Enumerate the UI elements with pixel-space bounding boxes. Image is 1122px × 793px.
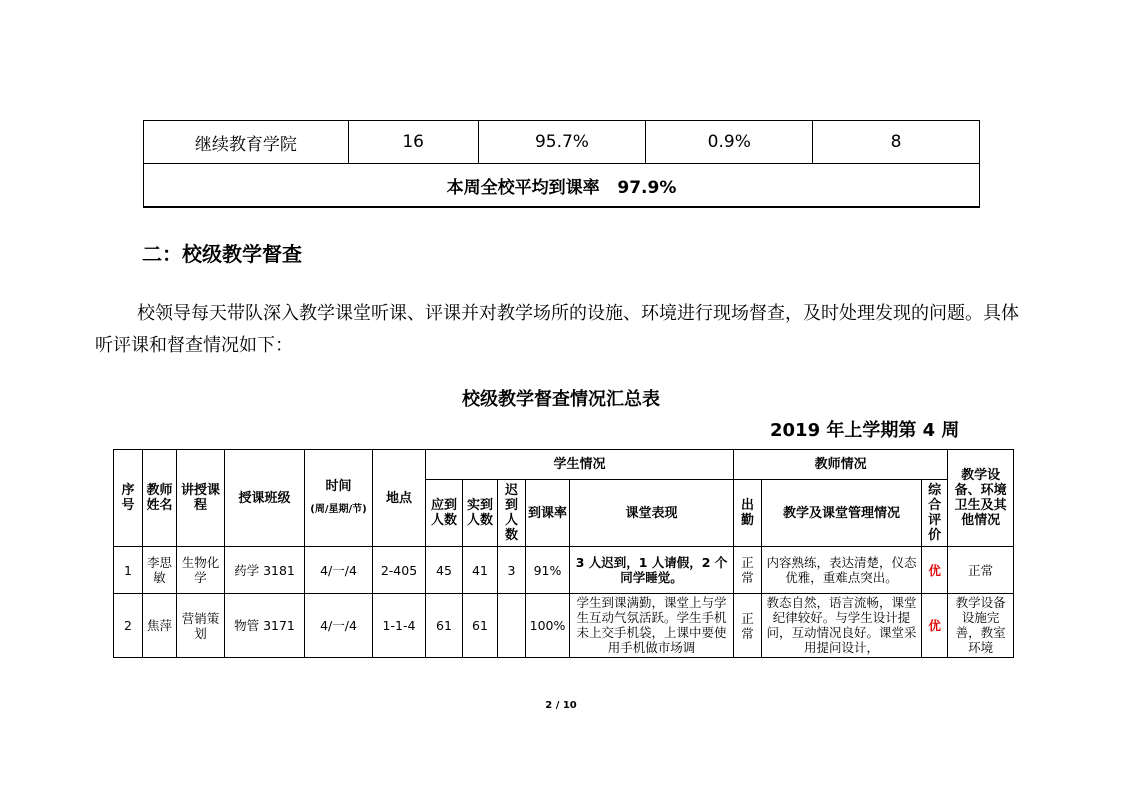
- present-header: 出勤: [734, 480, 762, 547]
- place-cell: 1-1-4: [373, 594, 426, 658]
- course-header: 讲授课程: [177, 450, 225, 547]
- average-label: 本周全校平均到课率: [446, 177, 600, 198]
- attendance-cell: 100%: [526, 594, 570, 658]
- actual-cell: 41: [463, 547, 498, 594]
- rating-header: 综合评价: [922, 480, 948, 547]
- table-row: [144, 121, 980, 164]
- course-cell: 生物化学: [177, 547, 225, 594]
- class-cell: 药学 3181: [225, 547, 305, 594]
- expected-header: 应到人数: [426, 480, 463, 547]
- course-cell: 营销策划: [177, 594, 225, 658]
- teacher-cell: 李思敏: [143, 547, 177, 594]
- students-header: 学生情况: [426, 450, 734, 480]
- header-row: [114, 450, 1014, 480]
- actual-cell: 61: [463, 594, 498, 658]
- time-cell: 4/一/4: [305, 547, 373, 594]
- teacher-header: 教师姓名: [143, 450, 177, 547]
- env-text: 教学设备设施完善，教室环境: [955, 594, 1006, 655]
- performance-cell: 3 人迟到，1 人请假，2 个同学睡觉。: [570, 547, 734, 594]
- teaching-cell: [762, 594, 922, 658]
- late-cell: 8: [813, 121, 980, 164]
- table-subtitle: 2019 年上学期第 4 周: [770, 420, 960, 441]
- average-value: 97.9%: [617, 177, 677, 198]
- class-header: 授课班级: [225, 450, 305, 547]
- place-header: 地点: [373, 450, 426, 547]
- attendance-cell: 91%: [526, 547, 570, 594]
- late-header: 迟到人数: [498, 480, 526, 547]
- time-header-sub: (周/星期/节): [310, 504, 367, 515]
- seq-header: 序号: [114, 450, 143, 547]
- performance-cell: [570, 594, 734, 658]
- rating-cell: 优: [922, 547, 948, 594]
- rate-cell: 95.7%: [478, 121, 646, 164]
- performance-header: 课堂表现: [570, 480, 734, 547]
- teaching-text: 教态自然，语言流畅，课堂纪律较好。与学生设计提问，互动情况良好。课堂采用提问设计，: [766, 594, 917, 655]
- place-cell: 2-405: [373, 547, 426, 594]
- intro-paragraph: 校领导每天带队深入教学课堂听课、评课并对教学场所的设施、环境进行现场督查，及时处理发现的问题。具体听评课和督查情况如下：: [95, 303, 1019, 356]
- teaching-cell: 内容熟练，表达清楚，仪态优雅，重难点突出。: [762, 547, 922, 594]
- attendance-header: 到课率: [526, 480, 570, 547]
- env-cell: [948, 594, 1014, 658]
- average-row: [144, 164, 980, 208]
- present-cell: 正常: [734, 594, 762, 658]
- expected-cell: 45: [426, 547, 463, 594]
- actual-header: 实到人数: [463, 480, 498, 547]
- time-cell: 4/一/4: [305, 594, 373, 658]
- table-row: [114, 594, 1014, 658]
- env-header: 教学设备、环境卫生及其他情况: [948, 450, 1014, 547]
- absence-cell: 0.9%: [646, 121, 813, 164]
- table-title: 校级教学督查情况汇总表: [462, 389, 660, 410]
- average-cell: [144, 164, 980, 208]
- time-header-label: 时间: [325, 479, 352, 494]
- teaching-header: 教学及课堂管理情况: [762, 480, 922, 547]
- rating-cell: 优: [922, 594, 948, 658]
- table-row: [114, 547, 1014, 594]
- seq-cell: 1: [114, 547, 143, 594]
- attendance-summary-table: [143, 120, 980, 208]
- teachers-header: 教师情况: [734, 450, 948, 480]
- page-number: 2 / 10: [545, 700, 577, 711]
- present-cell: 正常: [734, 547, 762, 594]
- late-cell: 3: [498, 547, 526, 594]
- teacher-cell: 焦萍: [143, 594, 177, 658]
- env-cell: 正常: [948, 547, 1014, 594]
- time-header: [305, 450, 373, 547]
- college-cell: 继续教育学院: [144, 121, 349, 164]
- performance-text: 学生到课满勤，课堂上与学生互动气氛活跃。学生手机未上交手机袋，上课中要使用手机做市场调: [576, 594, 727, 655]
- inspection-table: [113, 449, 1014, 658]
- seq-cell: 2: [114, 594, 143, 658]
- expected-cell: 61: [426, 594, 463, 658]
- class-cell: 物管 3171: [225, 594, 305, 658]
- late-cell: [498, 594, 526, 658]
- section-heading: 二：校级教学督查: [142, 242, 302, 266]
- count-cell: 16: [348, 121, 478, 164]
